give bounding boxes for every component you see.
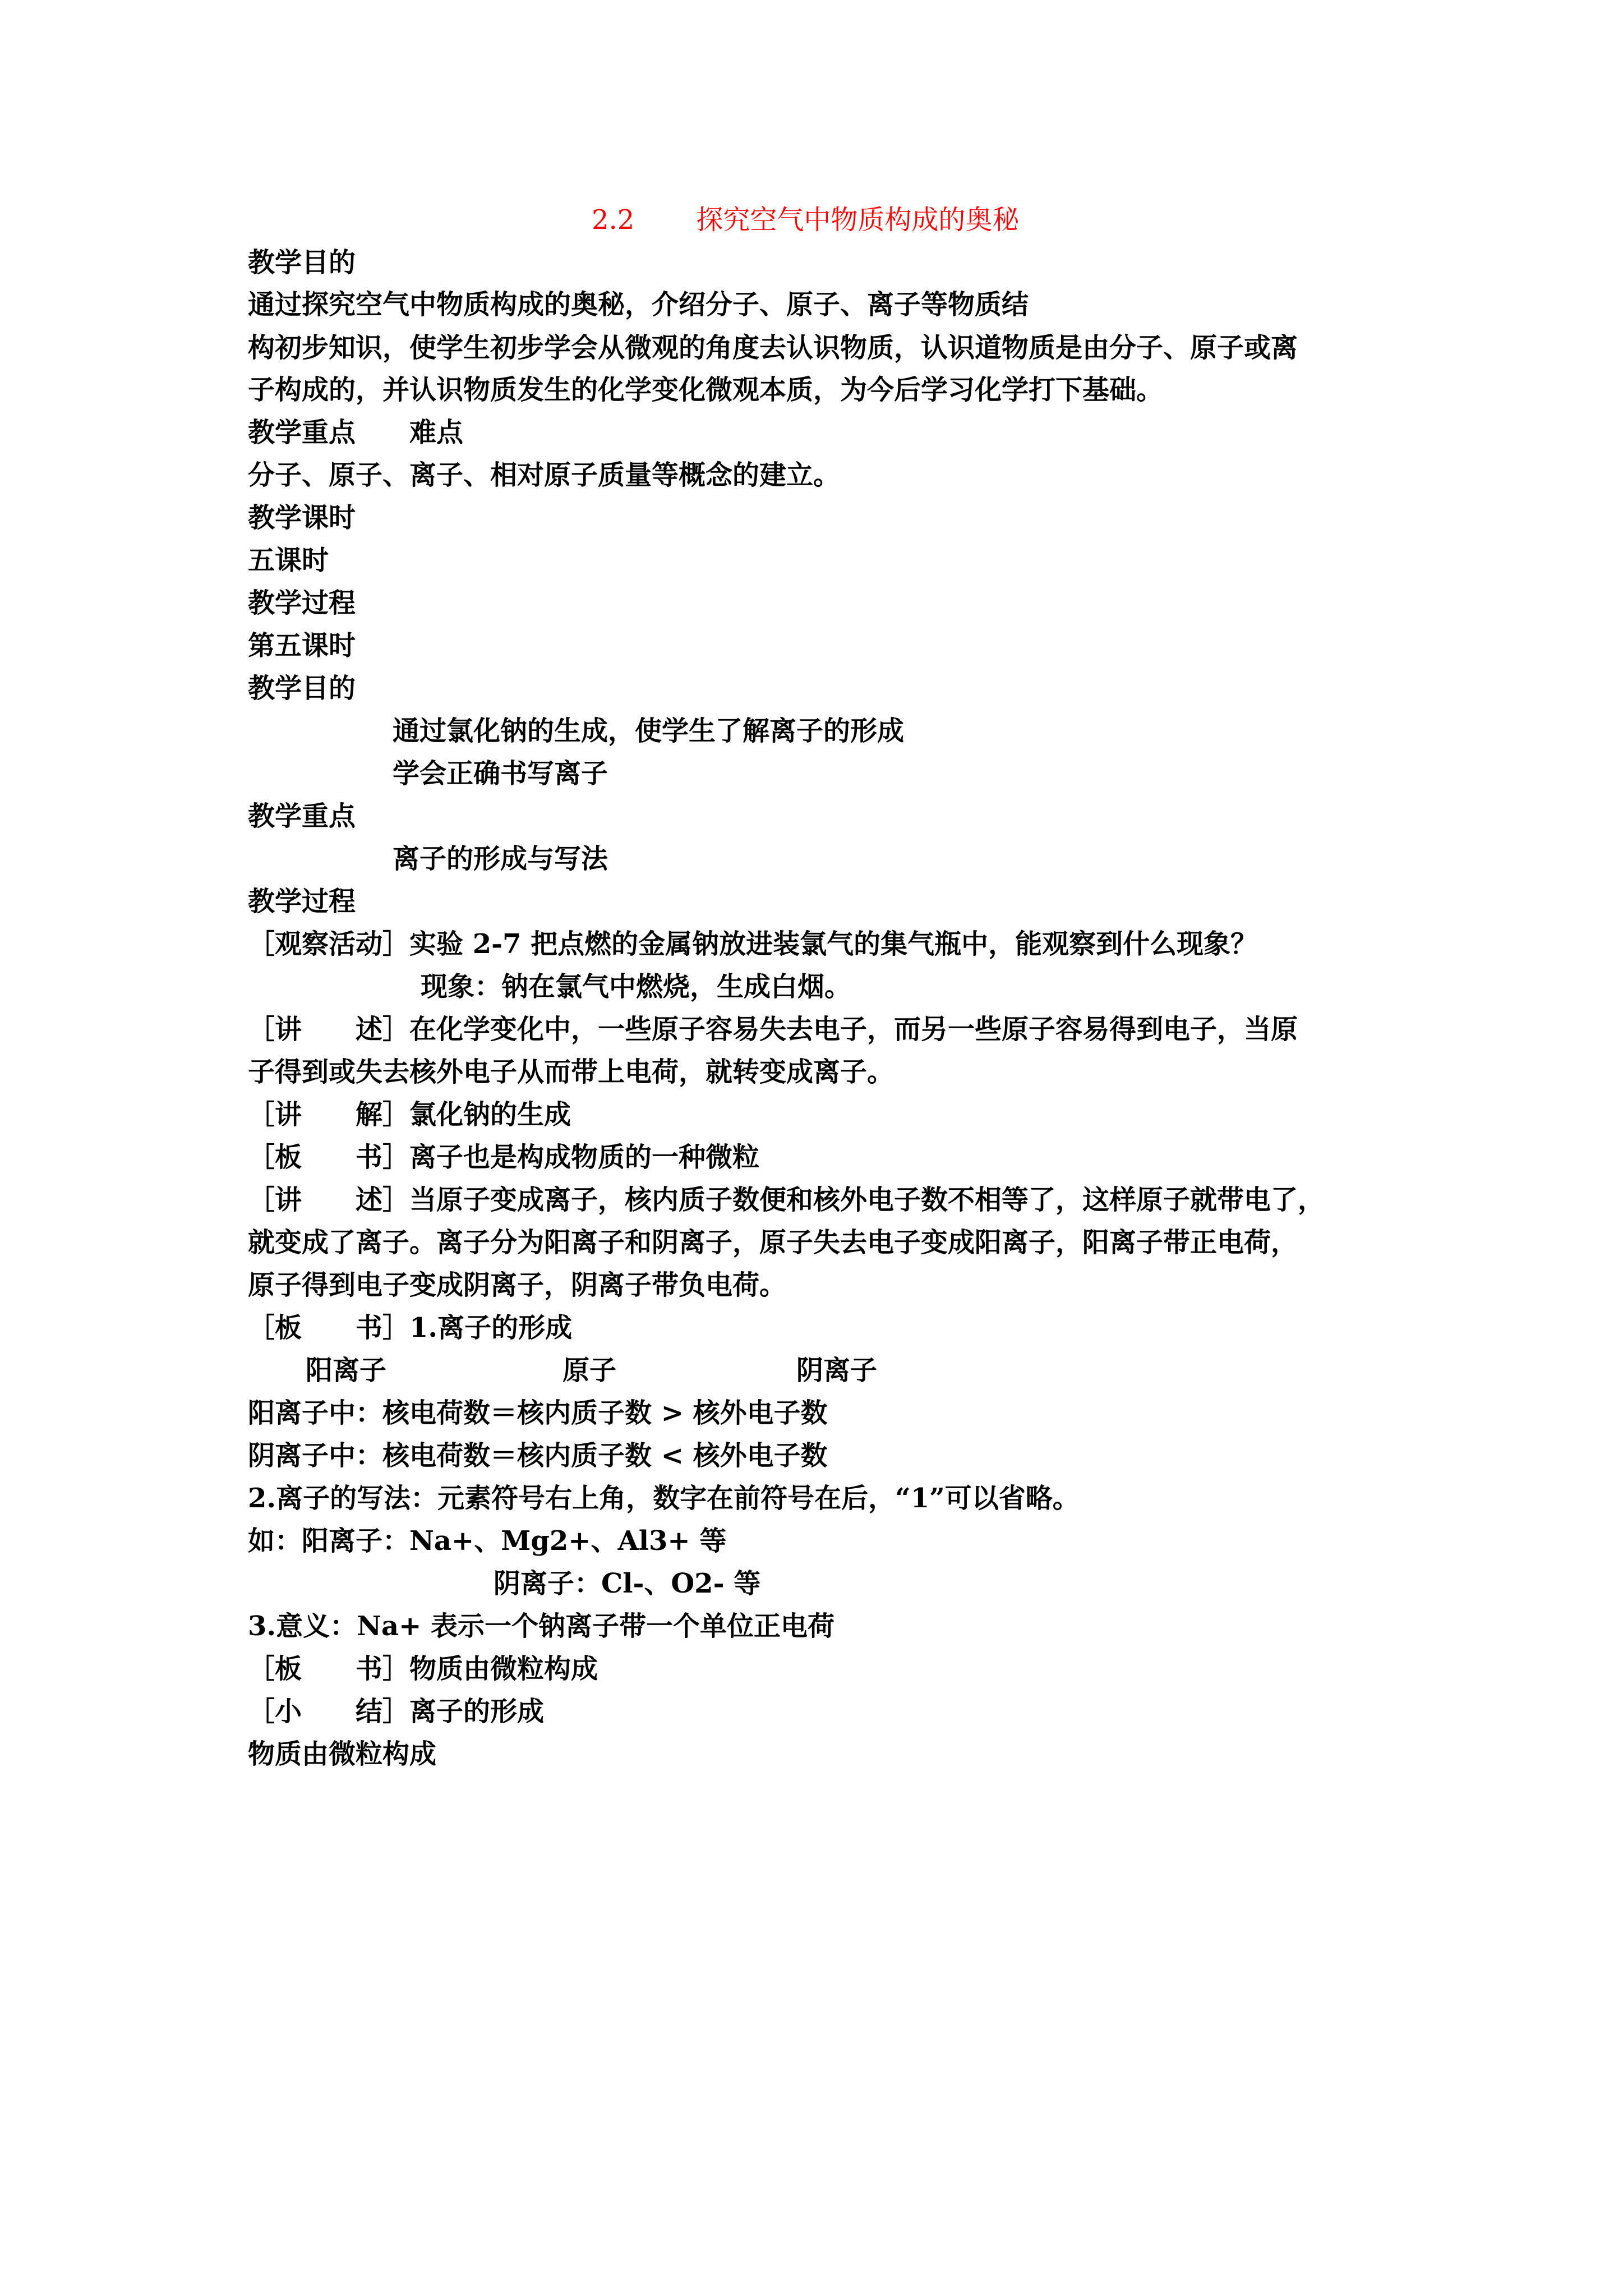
paragraph-line: 子构成的，并认识物质发生的化学变化微观本质，为今后学习化学打下基础。 — [248, 374, 1164, 406]
paragraph-line: 离子的形成与写法 — [393, 843, 608, 875]
paragraph-line: ［板 书］物质由微粒构成 — [248, 1653, 598, 1685]
heading-key-points: 教学重点 — [248, 800, 356, 832]
heading-process: 教学过程 — [248, 886, 356, 917]
paragraph-line: 阴离子：Cl-、O2- 等 — [494, 1568, 761, 1599]
anion-label: 阴离子 — [796, 1355, 878, 1386]
paragraph-line: 物质由微粒构成 — [248, 1738, 437, 1770]
paragraph-line: 就变成了离子。离子分为阳离子和阴离子，原子失去电子变成阳离子，阳离子带正电荷， — [248, 1227, 1298, 1258]
paragraph-line: ［讲 解］氯化钠的生成 — [248, 1099, 571, 1130]
paragraph-line: 如：阳离子：Na+、Mg2+、Al3+ 等 — [248, 1525, 727, 1557]
paragraph-line: ［观察活动］实验 2-7 把点燃的金属钠放进装氯气的集气瓶中，能观察到什么现象？ — [248, 928, 1258, 960]
paragraph-line: 通过探究空气中物质构成的奥秘，介绍分子、原子、离子等物质结 — [248, 289, 1029, 320]
heading-objectives: 教学目的 — [248, 673, 356, 704]
paragraph-line: ［讲 述］当原子变成离子，核内质子数便和核外电子数不相等了，这样原子就带电了， — [248, 1184, 1325, 1216]
paragraph-line: 学会正确书写离子 — [393, 758, 608, 789]
paragraph-line: ［讲 述］在化学变化中，一些原子容易失去电子，而另一些原子容易得到电子，当原 — [248, 1014, 1298, 1045]
paragraph-line: 阴离子中：核电荷数＝核内质子数 < 核外电子数 — [248, 1440, 828, 1471]
cation-label: 阳离子 — [306, 1355, 387, 1386]
paragraph-line: ［板 书］离子也是构成物质的一种微粒 — [248, 1142, 760, 1173]
heading-key-points: 教学重点 难点 — [248, 417, 464, 448]
paragraph-line: ［小 结］离子的形成 — [248, 1696, 545, 1727]
title-text: 探究空气中物质构成的奥秘 — [696, 204, 1020, 236]
heading-process: 教学过程 — [248, 587, 356, 619]
paragraph-line: 现象：钠在氯气中燃烧，生成白烟。 — [421, 971, 852, 1002]
paragraph-line: 原子得到电子变成阴离子，阴离子带负电荷。 — [248, 1269, 787, 1301]
paragraph-line: 阳离子中：核电荷数＝核内质子数 > 核外电子数 — [248, 1397, 828, 1429]
paragraph-line: ［板 书］1.离子的形成 — [248, 1312, 573, 1343]
title-number: 2.2 — [592, 204, 635, 236]
paragraph-line: 构初步知识，使学生初步学会从微观的角度去认识物质，认识道物质是由分子、原子或离 — [248, 332, 1298, 364]
heading-objectives: 教学目的 — [248, 247, 356, 278]
ion-diagram-row — [0, 1354, 1623, 1387]
paragraph-line: 3.意义：Na+ 表示一个钠离子带一个单位正电荷 — [248, 1611, 835, 1642]
page-title — [592, 203, 1019, 237]
atom-label: 原子 — [562, 1355, 617, 1386]
paragraph-line: 五课时 — [248, 545, 329, 576]
paragraph-line: 通过氯化钠的生成，使学生了解离子的形成 — [393, 715, 905, 747]
paragraph-line: 分子、原子、离子、相对原子质量等概念的建立。 — [248, 459, 841, 491]
heading-class-hours: 教学课时 — [248, 502, 356, 533]
paragraph-line: 子得到或失去核外电子从而带上电荷，就转变成离子。 — [248, 1056, 895, 1088]
paragraph-line: 2.离子的写法：元素符号右上角，数字在前符号在后，“1”可以省略。 — [248, 1483, 1080, 1514]
heading-lesson-5: 第五课时 — [248, 630, 356, 661]
